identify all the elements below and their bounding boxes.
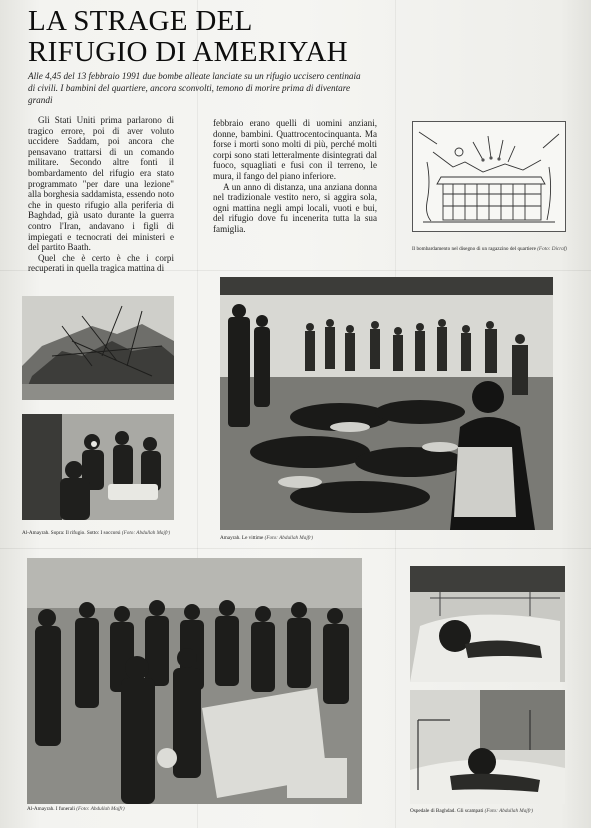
- caption-credit: (Foto: Abdullah Majfr): [76, 806, 125, 812]
- photo-patient-graphic: [410, 690, 565, 804]
- caption-credit: (Foto: Dicraf): [537, 246, 568, 252]
- photo-hospital-bottom: [410, 690, 565, 804]
- photo-funerals: [27, 558, 362, 804]
- child-drawing: [412, 121, 566, 232]
- caption-victims: [220, 535, 313, 541]
- paragraph: A un anno di distanza, una anziana donna nel tradizionale vestito nero, si aggira sola, ogni mattina negli ampi locali, vuoti e bui, del rifugio dove fu incenerita tutta la sua famiglia.: [213, 181, 377, 234]
- title-line-2: RIFUGIO DI AMERIYAH: [28, 36, 348, 68]
- text-column-1: [28, 115, 174, 274]
- caption-credit: (Foto: Abdullah Majfr): [484, 808, 533, 814]
- caption-text: Ospedale di Baghdad. Gli scampati: [410, 808, 484, 814]
- caption-hospital: [410, 808, 533, 814]
- photo-rubble-graphic: [22, 296, 174, 400]
- photo-patient-graphic: [410, 566, 565, 682]
- photo-shelter: [22, 296, 174, 400]
- caption-credit: (Foto: Abdullah Majfr): [121, 530, 171, 536]
- photo-crowd-graphic: [22, 414, 174, 520]
- photo-victims-graphic: [220, 277, 553, 530]
- photo-rescue: [22, 414, 174, 520]
- text-column-2: [213, 118, 377, 235]
- caption-left-photos: [22, 530, 170, 536]
- paragraph: Quel che è certo è che i corpi recuperati in quella tragica mattina di: [28, 252, 174, 274]
- drawing-sketch: [413, 122, 565, 231]
- photo-victims: [220, 277, 553, 530]
- caption-funerals: [27, 806, 125, 812]
- paper-fold: [0, 548, 591, 549]
- caption-text: Al-Amayrah. Sopra: Il rifugio. Sotto: I soccorsi: [22, 530, 121, 536]
- photo-hospital-top: [410, 566, 565, 682]
- article-title: [28, 6, 348, 68]
- caption-text: Amayrah. Le vittime: [220, 535, 264, 541]
- paragraph: Gli Stati Uniti prima parlarono di tragico errore, poi di aver voluto uccidere Saddam, poi ancora che pensavano trattarsi di un comando militare. Secondo altre fonti il bombardamento del rifugio era stato programmato "per dare una lezione" alla borghesia saddamista, essendo noto che in questo rifugio alla periferia di Baghdad, già usato durante la guerra contro l'Iran, andavano i figli di impiegati e tecnocrati dei ministeri e del partito Baath.: [28, 115, 174, 253]
- caption-drawing: [412, 246, 567, 252]
- caption-credit: (Foto: Abdullah Majfr): [264, 535, 313, 541]
- caption-text: Il bombardamento nel disegno di un ragazzino del quartiere: [412, 246, 536, 252]
- paragraph: febbraio erano quelli di uomini anziani, donne, bambini. Quattrocentocinquanta. Ma forse i morti sono molti di più, perché molti corpi sono stati letteralmente disintegrati dal fuoco, squagliati e fusi con il terreno, le mura, il fango del piano inferiore.: [213, 118, 377, 181]
- caption-text: Al-Amayrah. I funerali: [27, 806, 75, 812]
- article-subtitle: Alle 4,45 del 13 febbraio 1991 due bombe alleate lanciate su un rifugio uccisero centinaia di civili. I bambini del quartiere, ancora sconvolti, temono di morire prima di diventare grandi: [28, 71, 361, 105]
- photo-funeral-graphic: [27, 558, 362, 804]
- title-line-1: LA STRAGE DEL: [28, 5, 253, 37]
